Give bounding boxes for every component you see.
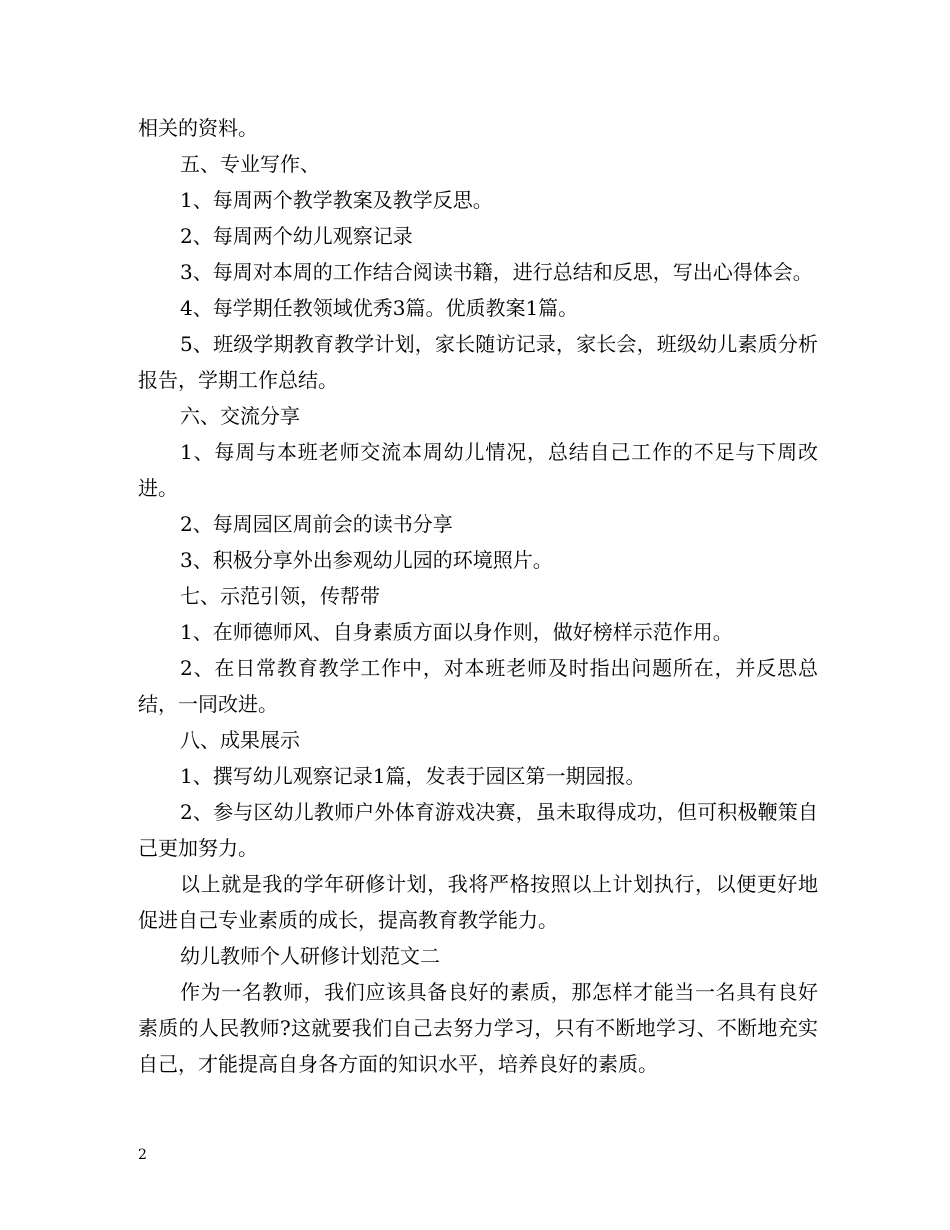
- paragraph: 以上就是我的学年研修计划，我将严格按照以上计划执行，以便更好地促进自己专业素质的成长，提高教育教学能力。: [138, 872, 818, 932]
- paragraph: 2、每周园区周前会的读书分享: [180, 512, 453, 536]
- section-heading: 八、成果展示: [180, 728, 300, 752]
- paragraph: 2、参与区幼儿教师户外体育游戏决赛，虽未取得成功，但可积极鞭策自己更加努力。: [138, 800, 818, 860]
- section-heading: 七、示范引领，传帮带: [180, 584, 380, 608]
- section-heading: 六、交流分享: [180, 404, 300, 428]
- section-heading: 五、专业写作、: [180, 152, 320, 176]
- paragraph: 4、每学期任教领域优秀3篇。优质教案1篇。: [180, 296, 579, 320]
- paragraph: 1、撰写幼儿观察记录1篇，发表于园区第一期园报。: [180, 764, 646, 788]
- paragraph: 1、每周两个教学教案及教学反思。: [180, 188, 493, 212]
- paragraph: 2、每周两个幼儿观察记录: [180, 224, 413, 248]
- paragraph: 1、在师德师风、自身素质方面以身作则，做好榜样示范作用。: [180, 620, 733, 644]
- paragraph: 3、每周对本周的工作结合阅读书籍，进行总结和反思，写出心得体会。: [180, 260, 813, 284]
- paragraph: 5、班级学期教育教学计划，家长随访记录，家长会，班级幼儿素质分析报告，学期工作总结。: [138, 332, 818, 392]
- paragraph: 作为一名教师，我们应该具备良好的素质，那怎样才能当一名具有良好素质的人民教师?这就要我们自己去努力学习，只有不断地学习、不断地充实自己，才能提高自身各方面的知识水平，培养良好的素质。: [138, 980, 818, 1076]
- page-number: 2: [138, 1147, 147, 1163]
- paragraph: 2、在日常教育教学工作中，对本班老师及时指出问题所在，并反思总结，一同改进。: [138, 656, 818, 716]
- document-body: [138, 110, 818, 1082]
- paragraph: 1、每周与本班老师交流本周幼儿情况，总结自己工作的不足与下周改进。: [138, 440, 818, 500]
- section-heading: 幼儿教师个人研修计划范文二: [180, 944, 440, 968]
- paragraph: 相关的资料。: [138, 116, 258, 140]
- paragraph: 3、积极分享外出参观幼儿园的环境照片。: [180, 548, 553, 572]
